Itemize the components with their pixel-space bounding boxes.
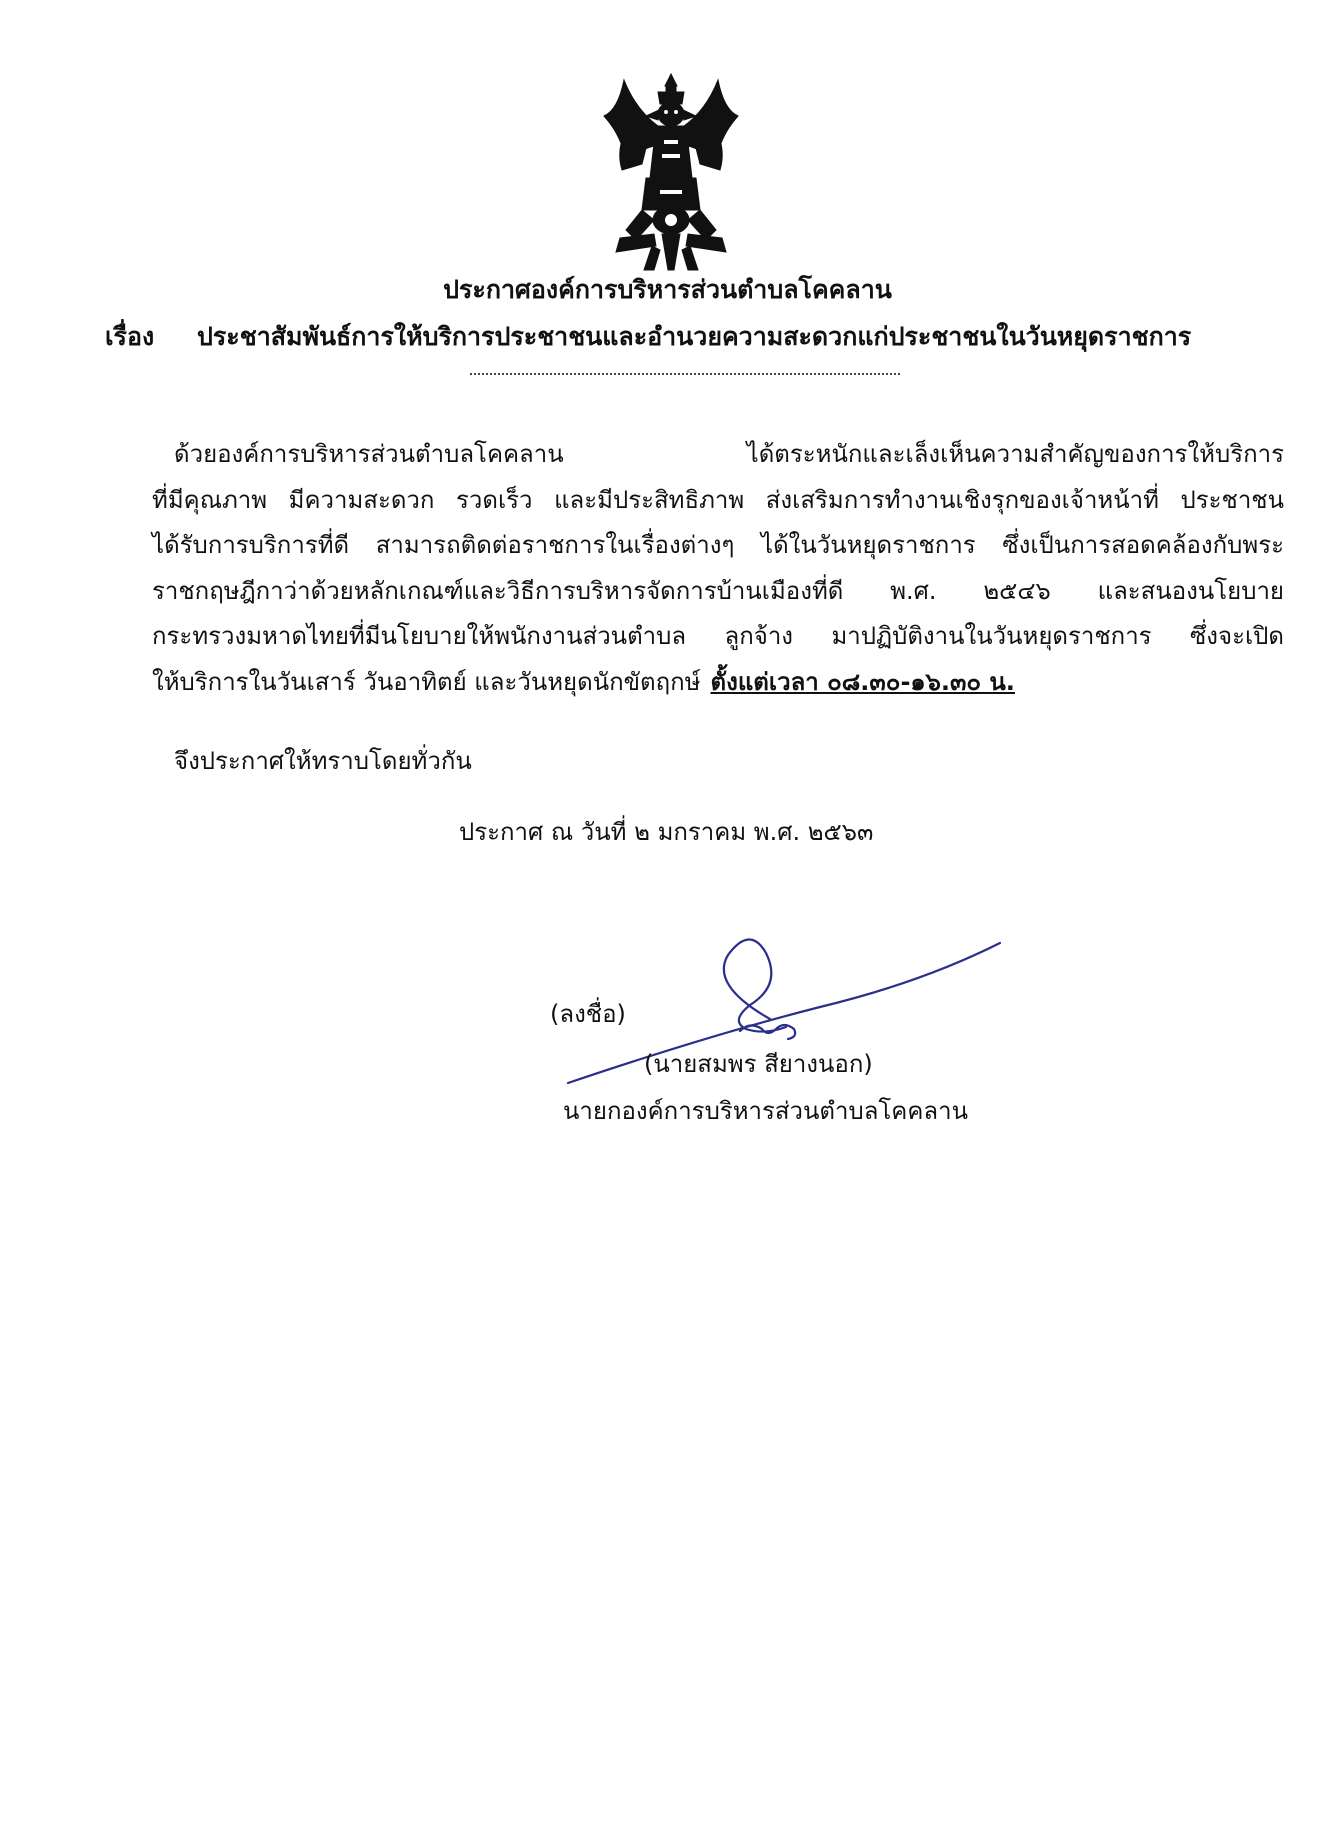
subject-line <box>105 317 1191 357</box>
body-last-line-text: ให้บริการในวันเสาร์ วันอาทิตย์ และวันหยุดนักขัตฤกษ์ <box>152 667 701 696</box>
garuda-emblem-icon <box>596 70 746 275</box>
signed-label: (ลงชื่อ) <box>550 1000 626 1028</box>
body-paragraph <box>152 432 1284 706</box>
service-hours: ตั้งแต่เวลา ๐๘.๓๐-๑๖.๓๐ น. <box>710 667 1015 696</box>
announcement-date: ประกาศ ณ วันที่ ๒ มกราคม พ.ศ. ๒๕๖๓ <box>459 818 874 846</box>
body-line: ด้วยองค์การบริหารส่วนตำบลโคคลาน ได้ตระหนักและเล็งเห็นความสำคัญของการให้บริการ <box>174 440 1284 468</box>
closing-statement: จึงประกาศให้ทราบโดยทั่วกัน <box>174 747 472 775</box>
body-line: ราชกฤษฎีกาว่าด้วยหลักเกณฑ์และวิธีการบริหารจัดการบ้านเมืองที่ดี พ.ศ. ๒๕๔๖ และสนองนโยบาย <box>152 576 1284 605</box>
body-line-last <box>152 660 1284 706</box>
signer-name: (นายสมพร สียางนอก) <box>644 1050 873 1078</box>
dotted-separator <box>470 373 900 375</box>
body-line: ได้รับการบริการที่ดี สามารถติดต่อราชการในเรื่องต่างๆ ได้ในวันหยุดราชการ ซึ่งเป็นการสอดคล้องกับพระ <box>152 531 1284 560</box>
signer-title: นายกองค์การบริหารส่วนตำบลโคคลาน <box>563 1097 968 1125</box>
subject-text: ประชาสัมพันธ์การให้บริการประชาชนและอำนวยความสะดวกแก่ประชาชนในวันหยุดราชการ <box>197 322 1192 351</box>
body-line: กระทรวงมหาดไทยที่มีนโยบายให้พนักงานส่วนตำบล ลูกจ้าง มาปฏิบัติงานในวันหยุดราชการ ซึ่งจะเปิด <box>152 622 1284 651</box>
body-line: ที่มีคุณภาพ มีความสะดวก รวดเร็ว และมีประสิทธิภาพ ส่งเสริมการทำงานเชิงรุกของเจ้าหน้าที่ ประชาชน <box>152 485 1284 514</box>
subject-label: เรื่อง <box>105 322 155 351</box>
document-title: ประกาศองค์การบริหารส่วนตำบลโคคลาน <box>443 275 892 304</box>
